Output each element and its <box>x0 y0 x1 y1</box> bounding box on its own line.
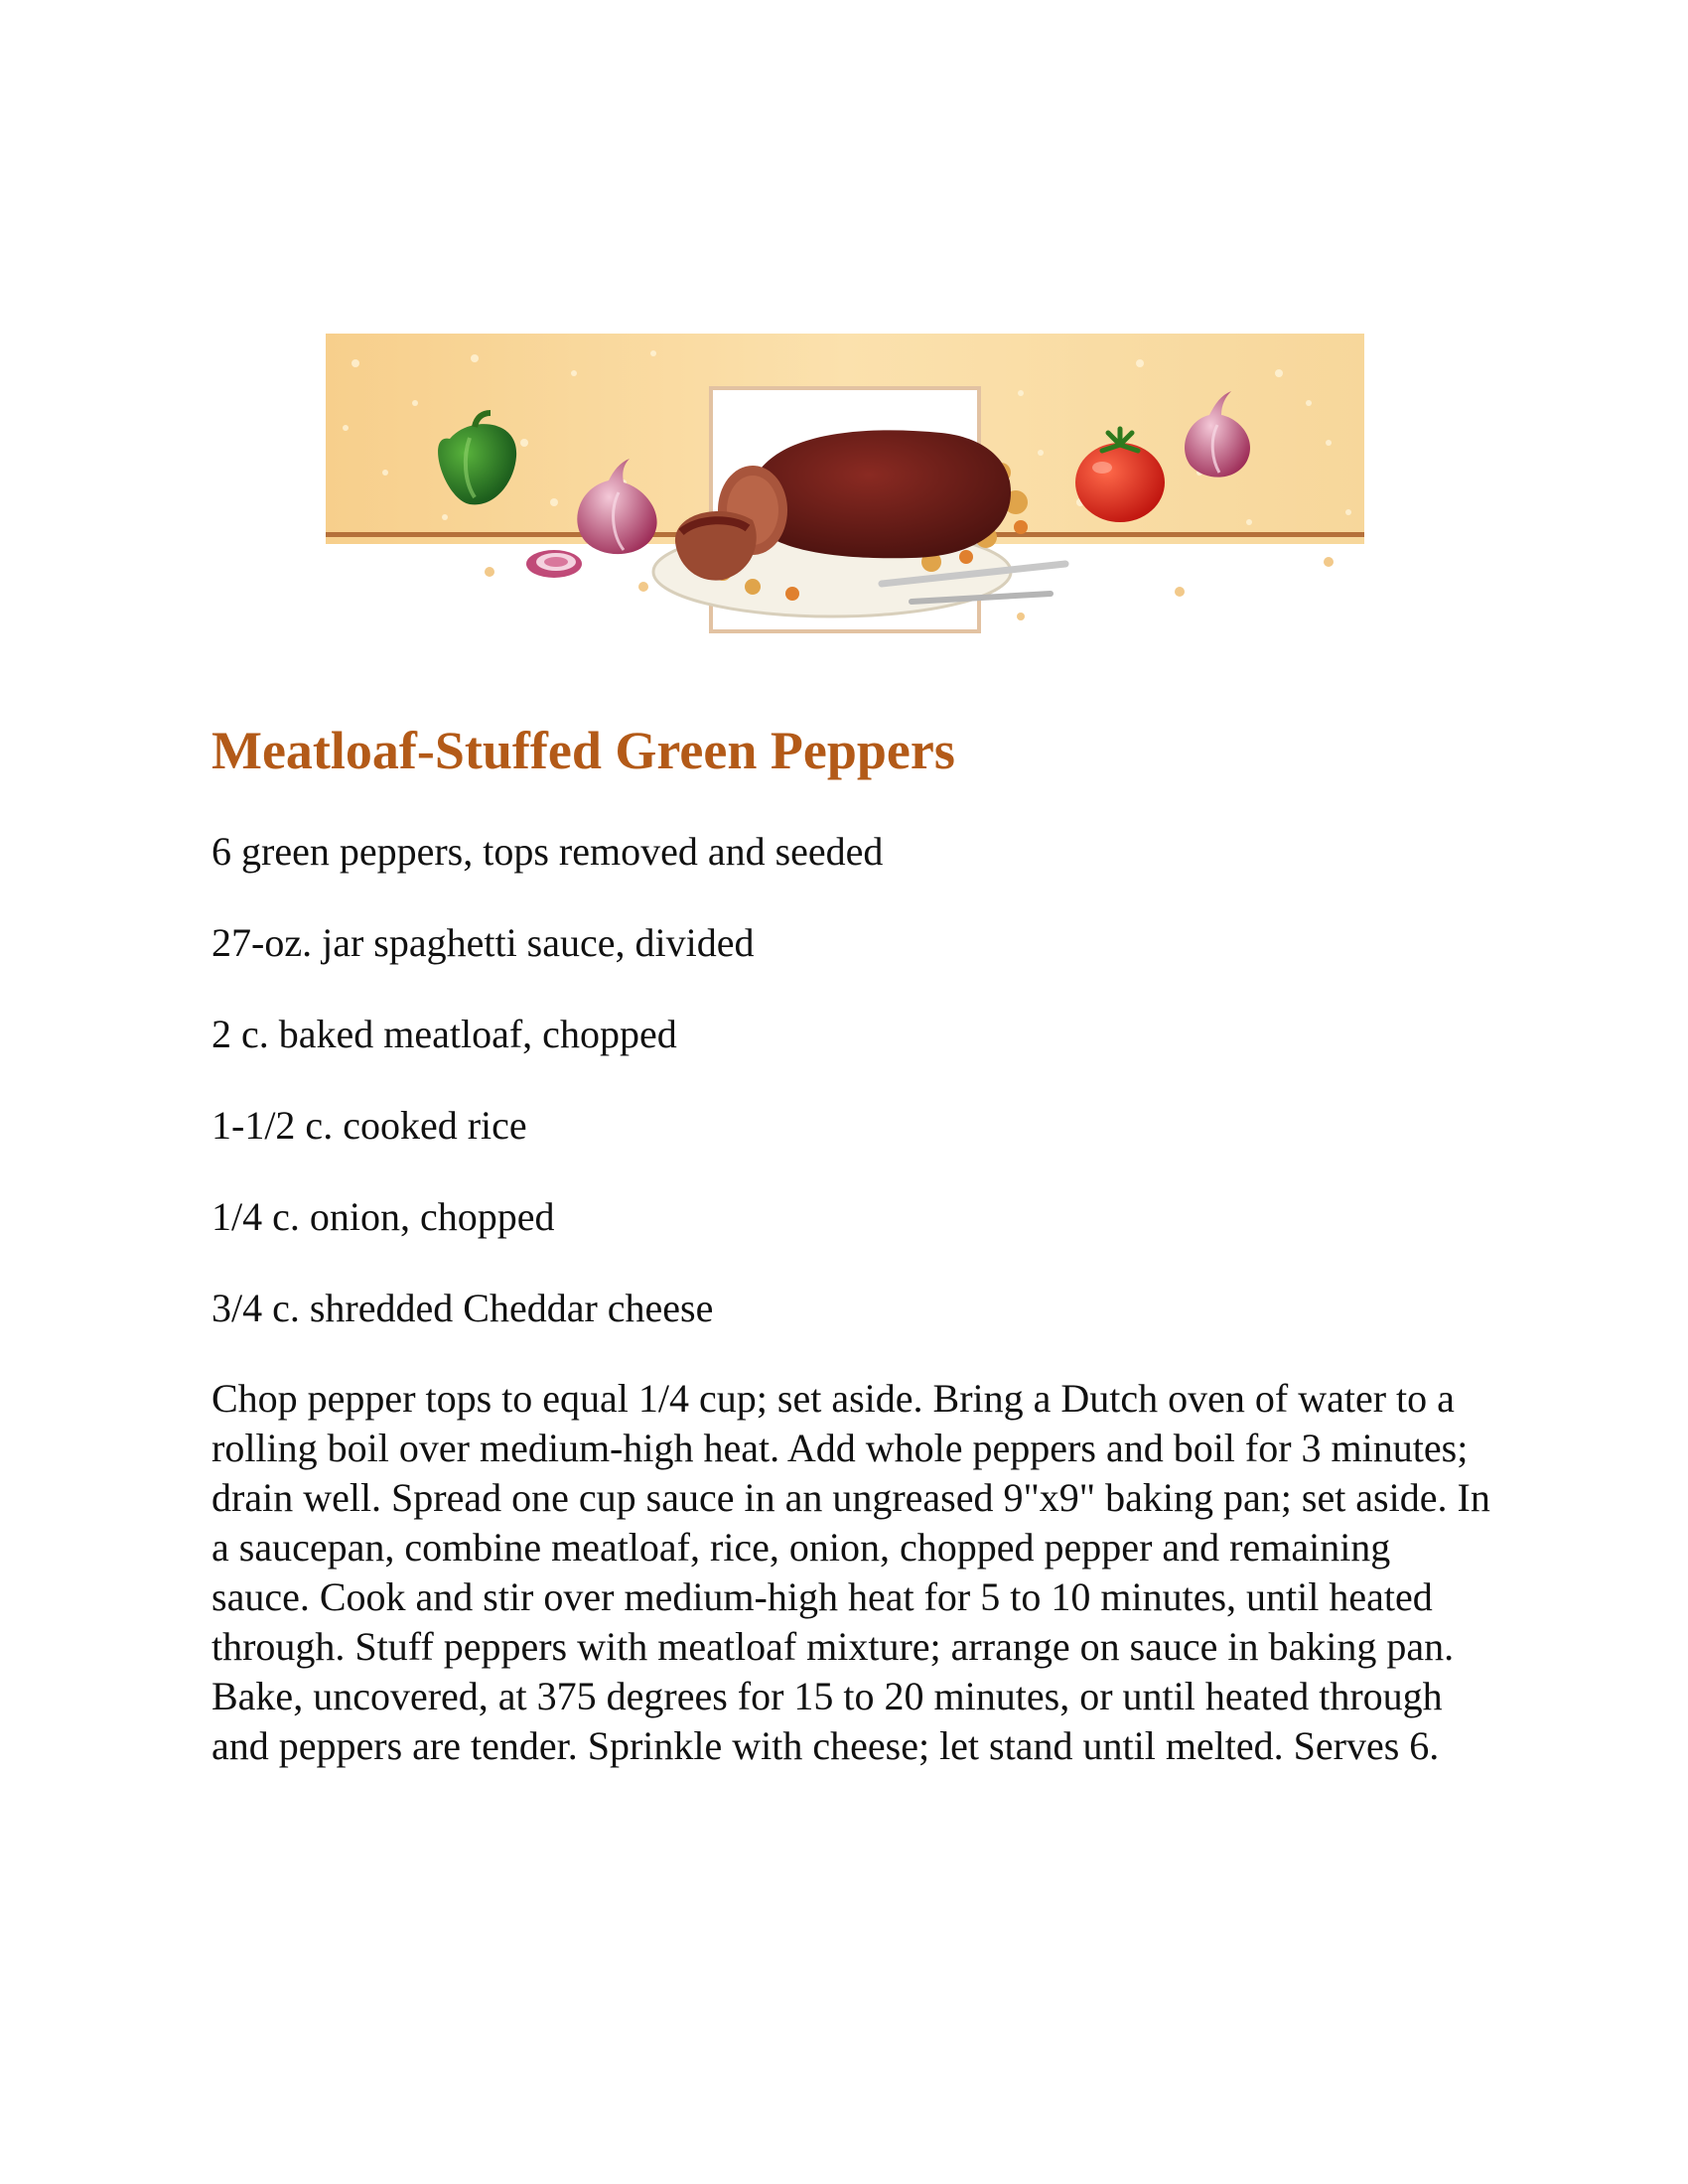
ingredient-item: 6 green peppers, tops removed and seeded <box>211 829 884 874</box>
recipe-title: Meatloaf-Stuffed Green Peppers <box>211 721 955 780</box>
ingredient-item: 3/4 c. shredded Cheddar cheese <box>211 1286 714 1330</box>
header-banner-illustration <box>326 334 1364 641</box>
ingredient-item: 1/4 c. onion, chopped <box>211 1194 555 1239</box>
recipe-directions: Chop pepper tops to equal 1/4 cup; set aside. Bring a Dutch oven of water to a rolling boil over medium-high heat. Add whole peppers and boil for 3 minutes; drain well. Spread one cup sauce in an ungreased 9"x9" baking pan; set aside. In a saucepan, combine meatloaf, rice, onion, chopped pepper and remaining sauce. Cook and stir over medium-high heat for 5 to 10 minutes, until heated through. Stuff peppers with meatloaf mixture; arrange on sauce in baking pan. Bake, uncovered, at 375 degrees for 15 to 20 minutes, or until heated through and peppers are tender. Sprinkle with cheese; let stand until melted. Serves 6. <box>211 1376 1490 1768</box>
ingredient-item: 1-1/2 c. cooked rice <box>211 1103 527 1148</box>
onion-slice-icon <box>526 550 582 578</box>
ingredient-list <box>211 826 883 1374</box>
ingredient-item: 27-oz. jar spaghetti sauce, divided <box>211 920 755 965</box>
ingredient-item: 2 c. baked meatloaf, chopped <box>211 1012 677 1056</box>
